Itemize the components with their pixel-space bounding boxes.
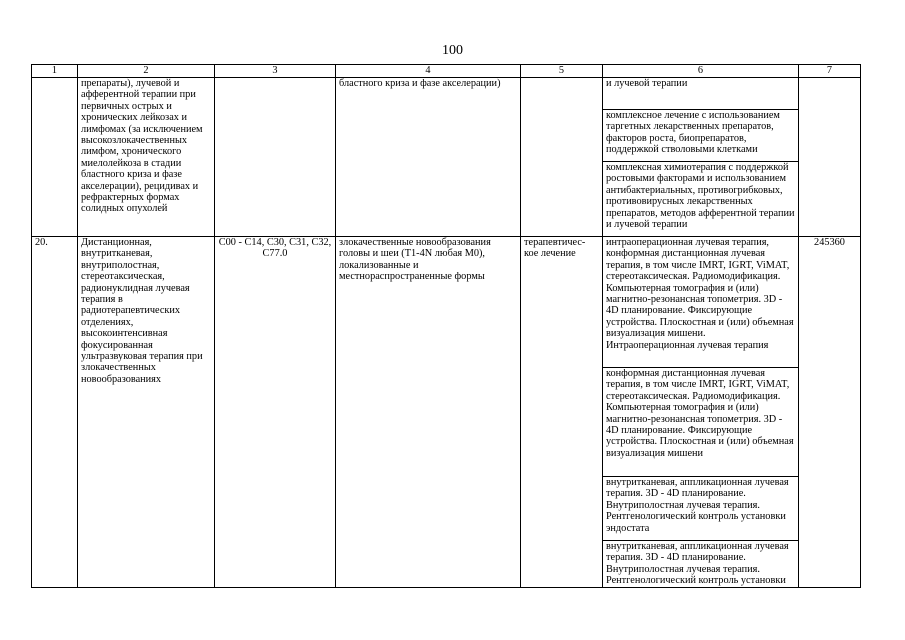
- cont-type-cell: [521, 78, 603, 237]
- column-header-4: 4: [336, 65, 521, 78]
- icd-codes-cell: C00 - C14, C30, C31, C32, C77.0: [215, 237, 336, 588]
- cont-cost-cell: [799, 78, 861, 237]
- cont-method-cell: комплексная химиотерапия с поддержкой ростовыми факторами и использованием антибактериальных, противогрибковых, противовирусных лекарственных препаратов, методов афферентной терапии и лучевой терапии: [603, 162, 799, 237]
- column-header-5: 5: [521, 65, 603, 78]
- cont-method-cell: и лучевой терапии: [603, 78, 799, 110]
- column-header-2: 2: [78, 65, 215, 78]
- method-cell: конформная дистанционная лучевая терапия, в том числе IMRT, IGRT, ViMAT, стереотаксическая. Радиомодификация. Компьютерная томография и (или) магнитно-резонансная топометрия. 3D - 4D планирование. Фиксирующие устройства. Плоскостная и (или) объемная визуализация мишени: [603, 368, 799, 477]
- cont-num-cell: [32, 78, 78, 237]
- page-number: 100: [442, 43, 463, 58]
- column-header-1: 1: [32, 65, 78, 78]
- treatment-type-cell: терапевтичес-кое лечение: [521, 237, 603, 588]
- method-cell: внутритканевая, аппликационная лучевая терапия. 3D - 4D планирование. Внутриполостная лучевая терапия. Рентгенологический контроль установки: [603, 541, 799, 588]
- method-cell: внутритканевая, аппликационная лучевая терапия. 3D - 4D планирование. Внутриполостная лучевая терапия. Рентгенологический контроль установки эндостата: [603, 477, 799, 541]
- diagnosis-cell: злокачественные новообразования головы и шеи (T1-4N любая M0), локализованные и местнораспространенные формы: [336, 237, 521, 588]
- method-cell: интраоперационная лучевая терапия, конформная дистанционная лучевая терапия, в том числе IMRT, IGRT, ViMAT, стереотаксическая. Радиомодификация. Компьютерная томография и (или) магнитно-резонансная топометрия. 3D - 4D планирование. Фиксирующие устройства. Плоскостная и (или) объемная визуализация мишени. Интраоперационная лучевая терапия: [603, 237, 799, 368]
- row-number-cell: 20.: [32, 237, 78, 588]
- column-number-row: [32, 65, 861, 78]
- column-header-3: 3: [215, 65, 336, 78]
- cont-method-cell: комплексное лечение с использованием таргетных лекарственных препаратов, факторов роста, биопрепаратов, поддержкой стволовыми клетками: [603, 110, 799, 162]
- table-row: [32, 237, 861, 368]
- services-table: [31, 64, 861, 588]
- service-name-cell: Дистанционная, внутритканевая, внутриполостная, стереотаксическая, радионуклидная лучевая терапия в радиотерапевтических отделениях, высокоинтенсивная фокусированная ультразвуковая терапия при злокачественных новообразованиях: [78, 237, 215, 588]
- column-header-7: 7: [799, 65, 861, 78]
- cont-name-cell: препараты), лучевой и афферентной терапии при первичных острых и хронических лейкозах и лимфомах (за исключением высокозлокачественных лимфом, хронического миелолейкоза в стадии бластного криза и фазе акселерации), рецидивах и рефрактерных формах солидных опухолей: [78, 78, 215, 237]
- column-header-6: 6: [603, 65, 799, 78]
- cont-codes-cell: [215, 78, 336, 237]
- table-row: [32, 78, 861, 110]
- cont-diagnosis-cell: бластного криза и фазе акселерации): [336, 78, 521, 237]
- cost-cell: 245360: [799, 237, 861, 588]
